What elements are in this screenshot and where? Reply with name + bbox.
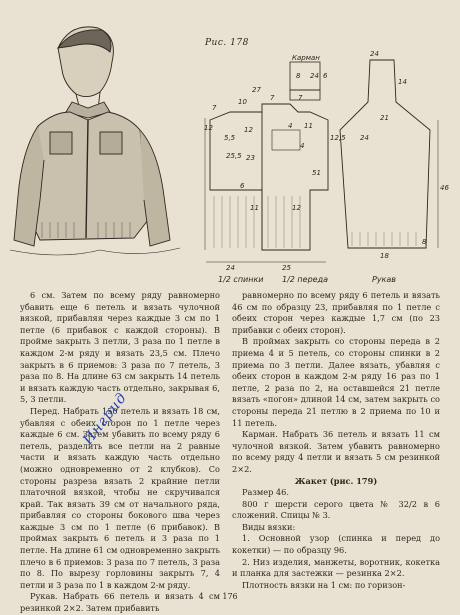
page-number: 176 [222, 592, 238, 601]
measure: 25 [282, 264, 291, 272]
paragraph: В проймах закрыть со стороны переда в 2 приема 4 и 5 петель, со стороны спинки в 2 приема по 3 петли. Далее вязать, убавляя с обеих сторон в каждом 2-м ряду 16 раз по 1 петле, 2 раза по 2, на оставшейся 21 петле вязать «погон» длиной 14 см, затем закрыть со стороны переда 21 петлю в 2 приема по 10 и 11 петель. [232, 336, 440, 428]
measure: 8 [296, 72, 301, 80]
measure: 27 [252, 86, 261, 94]
measure: 24 [360, 134, 369, 142]
paragraph: 2. Низ изделия, манжеты, воротник, кокетка и планка для застежки — резинка 2×2. [232, 556, 440, 579]
measure: 24 [226, 264, 235, 272]
paragraph: равномерно по всему ряду 6 петель и вязать 46 см по образцу 23, прибавляя по 1 петле с обеих сторон через каждые 1,7 см (по 23 прибавки с обеих сторон). [232, 290, 440, 335]
paragraph: Рукав. Набрать 66 петель и вязать 4 см резинкой 2×2. Затем прибавить [20, 591, 220, 614]
measure: 12 [204, 124, 213, 132]
measure: 11 [304, 122, 313, 130]
measure: 6 [240, 182, 245, 190]
paragraph: Плотность вязки на 1 см: по горизон- [242, 579, 406, 590]
measure: 12,5 [330, 134, 346, 142]
measure: 4 [288, 122, 293, 130]
measure: 23 [246, 154, 255, 162]
measure: 6 [323, 72, 328, 80]
label-back: 1/2 спинки [218, 275, 264, 284]
paragraph: 1. Основной узор (спинка и перед до кокетки) — по образцу 96. [232, 533, 440, 556]
measure: 12 [292, 204, 301, 212]
watermark-signature: Ингрид [80, 389, 131, 448]
paragraph: Перед. Набрать 150 петель и вязать 18 см, убавляя с обеих сторон по 1 петле через каждые 6 см. Затем убавить по всему ряду 6 петель, разделить все петли на 2 равные части и вязать каждую часть отдельно (можно одновременно от 2 клубков). Со стороны разреза вязать 2 крайние петли платочной вязкой, чтобы не скручивался край. Так вязать 39 см от начального ряда, прибавляя со стороны бокового шва через каждые 3 см по 1 петле (6 прибавок). В проймах закрыть 6 петель и 3 раза по 1 петле. На длине 61 см одновременно закрыть плечо в 6 приемов: 3 раза по 7 петель, 3 раза по 8. По вырезу горловины закрыть 7, 4 петли и 3 раза по 1 в каждом 2-м ряду. [20, 405, 220, 590]
measure: 11 [250, 204, 259, 212]
measure: 46 [440, 184, 449, 192]
pocket-label: Карман [292, 54, 320, 62]
measure: 12 [244, 126, 253, 134]
measure: 10 [238, 98, 247, 106]
measure: 18 [380, 252, 389, 260]
paragraph: Размер 46. [242, 487, 289, 498]
left-column [20, 290, 220, 615]
paragraph: Карман. Набрать 36 петель и вязать 11 см чулочной вязкой. Затем убавить равномерно по всему ряду 4 петли и вязать 5 см резинкой 2×2. [232, 429, 440, 474]
section-heading: Жакет (рис. 179) [294, 475, 378, 486]
measure: 5,5 [224, 134, 236, 142]
figure-caption: Рис. 178 [205, 38, 249, 48]
measure: 14 [398, 78, 407, 86]
paragraph: 800 г шерсти серого цвета № 32/2 в 6 сложений. Спицы № 3. [232, 498, 440, 521]
label-sleeve: Рукав [372, 275, 397, 284]
measure: 4 [300, 142, 305, 150]
sleeve-schematic [340, 60, 438, 248]
measure: 51 [312, 169, 321, 177]
pocket-schematic [290, 62, 320, 100]
measure: 24 [310, 72, 319, 80]
measure: 21 [380, 114, 389, 122]
measure: 8 [422, 238, 427, 246]
man-illustration [10, 27, 180, 255]
label-front: 1/2 переда [282, 275, 329, 284]
measure: 7 [298, 94, 303, 102]
measure: 7 [212, 104, 217, 112]
measure: 24 [370, 50, 379, 58]
right-column [232, 290, 440, 591]
measure: 7 [270, 94, 275, 102]
measure: 25,5 [226, 152, 242, 160]
paragraph: 6 см. Затем по всему ряду равномерно убавить еще 6 петель и вязать чулочной вязкой, прибавляя через каждые 3 см по 1 петле (6 прибавок с каждой стороны). В пройме закрыть 3 петли, 3 раза по 1 петле в каждом 2-м ряду и вязать 23,5 см. Плечо закрыть в 6 приемов: 3 раза по 7 петель, 3 раза по 8. На длине 63 см закрыть 14 петель и вязать каждую часть отдельно, закрывая 6, 5, 3 петли. [20, 290, 220, 405]
paragraph: Виды вязки: [242, 521, 296, 532]
figure-178 [0, 0, 460, 290]
